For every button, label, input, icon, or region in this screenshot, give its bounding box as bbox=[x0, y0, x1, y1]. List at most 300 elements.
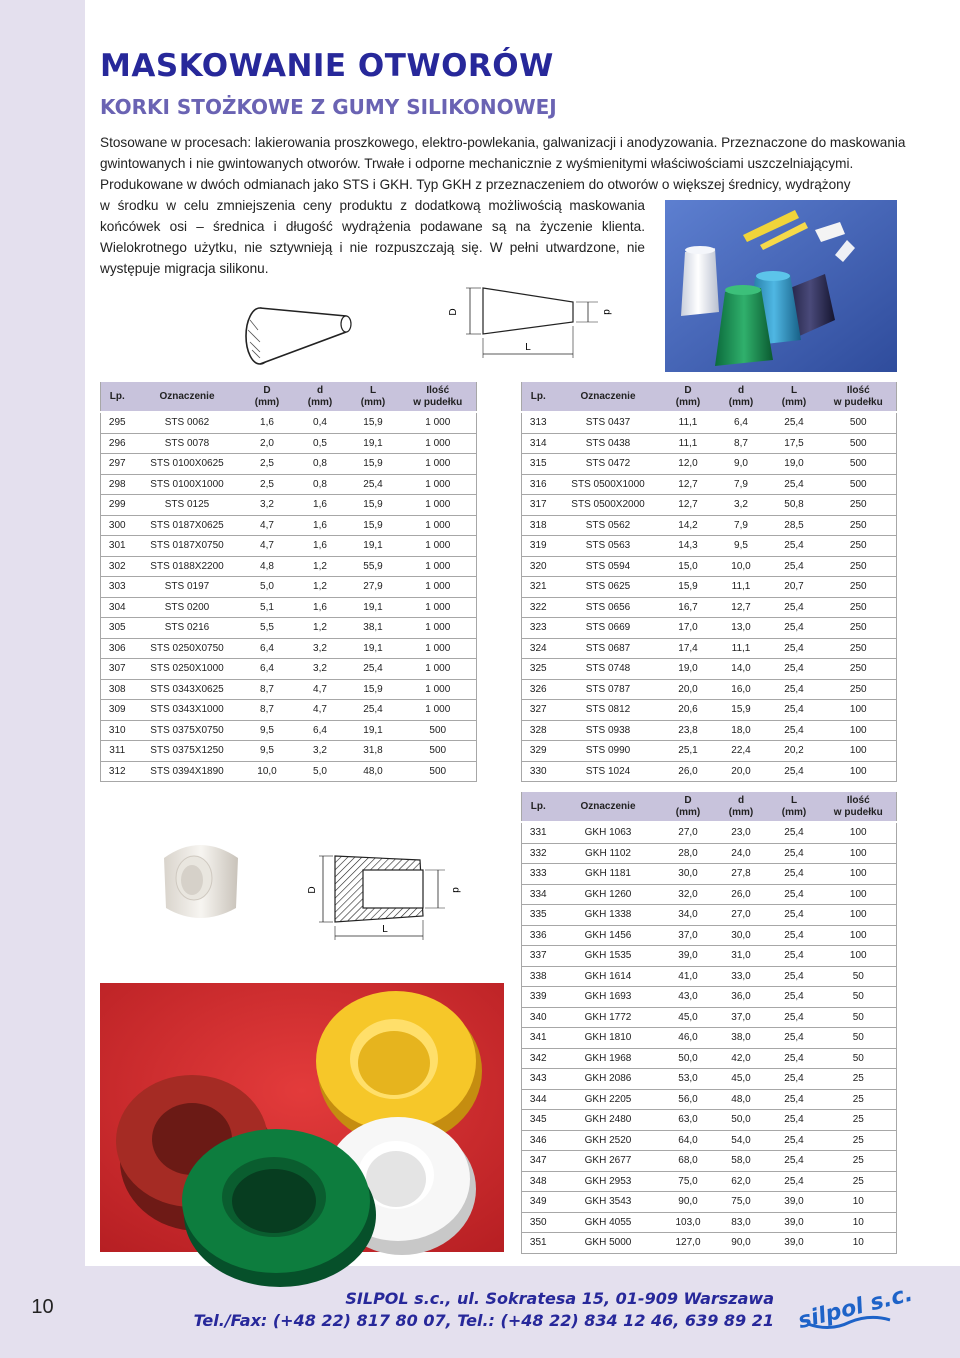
cell-oznaczenie: GKH 1102 bbox=[555, 843, 662, 864]
cell-lp: 349 bbox=[522, 1192, 555, 1213]
table-row bbox=[522, 761, 897, 782]
cell-D: 2,0 bbox=[241, 433, 294, 454]
cell-L: 25,4 bbox=[768, 1007, 821, 1028]
header-D-unit: (mm) bbox=[675, 396, 701, 408]
cell-d: 20,0 bbox=[715, 761, 768, 782]
cell-lp: 317 bbox=[522, 495, 555, 516]
table-row bbox=[101, 618, 477, 639]
table-row bbox=[522, 577, 897, 598]
cell-lp: 303 bbox=[101, 577, 134, 598]
table-row bbox=[522, 1212, 897, 1233]
cell-D: 17,4 bbox=[662, 638, 715, 659]
table-header-row bbox=[522, 792, 897, 822]
cell-ilosc: 250 bbox=[821, 638, 897, 659]
table-row bbox=[522, 946, 897, 967]
cell-L: 31,8 bbox=[347, 741, 400, 762]
table-row bbox=[522, 454, 897, 475]
cell-D: 68,0 bbox=[662, 1151, 715, 1172]
cell-D: 2,5 bbox=[241, 454, 294, 475]
cell-ilosc: 100 bbox=[821, 864, 897, 885]
cell-ilosc: 1 000 bbox=[400, 474, 477, 495]
cell-d: 4,7 bbox=[294, 700, 347, 721]
cell-d: 12,7 bbox=[715, 597, 768, 618]
cell-L: 19,1 bbox=[347, 638, 400, 659]
cell-L: 15,9 bbox=[347, 412, 400, 433]
cell-L: 25,4 bbox=[768, 720, 821, 741]
cell-oznaczenie: STS 0188X2200 bbox=[134, 556, 241, 577]
table-row bbox=[522, 1007, 897, 1028]
cell-L: 15,9 bbox=[347, 679, 400, 700]
cell-oznaczenie: GKH 1968 bbox=[555, 1048, 662, 1069]
table-row bbox=[101, 433, 477, 454]
cell-d: 9,5 bbox=[715, 536, 768, 557]
cell-L: 25,4 bbox=[768, 987, 821, 1008]
company-contact bbox=[194, 1288, 774, 1332]
cell-ilosc: 50 bbox=[821, 1048, 897, 1069]
header-D-unit: (mm) bbox=[254, 396, 280, 408]
cell-ilosc: 500 bbox=[400, 720, 477, 741]
cell-L: 17,5 bbox=[768, 433, 821, 454]
cell-L: 25,4 bbox=[768, 659, 821, 680]
cell-oznaczenie: STS 0562 bbox=[555, 515, 662, 536]
cell-L: 28,5 bbox=[768, 515, 821, 536]
cell-lp: 301 bbox=[101, 536, 134, 557]
cell-L: 25,4 bbox=[768, 1048, 821, 1069]
cell-lp: 331 bbox=[522, 822, 555, 843]
cell-lp: 325 bbox=[522, 659, 555, 680]
cell-lp: 311 bbox=[101, 741, 134, 762]
cell-D: 9,5 bbox=[241, 741, 294, 762]
table-row bbox=[101, 761, 477, 782]
cell-oznaczenie: STS 0656 bbox=[555, 597, 662, 618]
header-d bbox=[715, 382, 768, 412]
cell-D: 103,0 bbox=[662, 1212, 715, 1233]
cell-d: 42,0 bbox=[715, 1048, 768, 1069]
cell-oznaczenie: GKH 2677 bbox=[555, 1151, 662, 1172]
cell-lp: 334 bbox=[522, 884, 555, 905]
cell-d: 54,0 bbox=[715, 1130, 768, 1151]
cell-ilosc: 50 bbox=[821, 1007, 897, 1028]
cell-D: 25,1 bbox=[662, 741, 715, 762]
cell-L: 15,9 bbox=[347, 515, 400, 536]
cell-L: 19,0 bbox=[768, 454, 821, 475]
cell-oznaczenie: STS 0687 bbox=[555, 638, 662, 659]
cell-lp: 340 bbox=[522, 1007, 555, 1028]
cell-D: 27,0 bbox=[662, 822, 715, 843]
cell-d: 11,1 bbox=[715, 638, 768, 659]
header-L-label: L bbox=[369, 384, 377, 396]
header-D-unit: (mm) bbox=[675, 806, 701, 818]
cell-L: 39,0 bbox=[768, 1212, 821, 1233]
cell-L: 19,1 bbox=[347, 536, 400, 557]
cell-L: 20,2 bbox=[768, 741, 821, 762]
cell-lp: 305 bbox=[101, 618, 134, 639]
header-L-unit: (mm) bbox=[781, 806, 807, 818]
header-L bbox=[768, 382, 821, 412]
cell-D: 5,1 bbox=[241, 597, 294, 618]
section-label-L: L bbox=[382, 924, 388, 935]
conical-plugs-photo bbox=[665, 200, 897, 372]
cell-d: 0,8 bbox=[294, 454, 347, 475]
header-ilosc-sub: w pudełku bbox=[413, 396, 463, 408]
cell-lp: 306 bbox=[101, 638, 134, 659]
cell-D: 20,0 bbox=[662, 679, 715, 700]
cell-L: 27,9 bbox=[347, 577, 400, 598]
cell-d: 30,0 bbox=[715, 925, 768, 946]
cell-lp: 329 bbox=[522, 741, 555, 762]
cell-ilosc: 1 000 bbox=[400, 659, 477, 680]
page-subtitle: KORKI STOŻKOWE Z GUMY SILIKONOWEJ bbox=[100, 95, 557, 119]
cell-D: 37,0 bbox=[662, 925, 715, 946]
cell-oznaczenie: STS 0938 bbox=[555, 720, 662, 741]
cell-D: 1,6 bbox=[241, 412, 294, 433]
header-L-label: L bbox=[790, 384, 798, 396]
header-D-label: D bbox=[684, 794, 692, 806]
cell-d: 22,4 bbox=[715, 741, 768, 762]
company-phones: Tel./Fax: (+48 22) 817 80 07, Tel.: (+48 22) 834 12 46, 639 89 21 bbox=[193, 1311, 774, 1330]
cell-oznaczenie: GKH 1614 bbox=[555, 966, 662, 987]
cell-ilosc: 1 000 bbox=[400, 515, 477, 536]
cell-L: 25,4 bbox=[768, 946, 821, 967]
cell-L: 39,0 bbox=[768, 1192, 821, 1213]
table-row bbox=[101, 556, 477, 577]
cell-lp: 348 bbox=[522, 1171, 555, 1192]
cell-L: 25,4 bbox=[768, 556, 821, 577]
cell-ilosc: 500 bbox=[821, 433, 897, 454]
cell-L: 15,9 bbox=[347, 495, 400, 516]
page-number: 10 bbox=[31, 1296, 54, 1318]
table-row bbox=[522, 864, 897, 885]
header-L bbox=[768, 792, 821, 822]
page-title: MASKOWANIE OTWORÓW bbox=[100, 48, 554, 84]
table-row bbox=[522, 1069, 897, 1090]
cell-D: 19,0 bbox=[662, 659, 715, 680]
cell-d: 3,2 bbox=[294, 659, 347, 680]
cell-lp: 297 bbox=[101, 454, 134, 475]
cell-lp: 295 bbox=[101, 412, 134, 433]
cell-ilosc: 25 bbox=[821, 1151, 897, 1172]
cell-d: 18,0 bbox=[715, 720, 768, 741]
cell-oznaczenie: STS 0216 bbox=[134, 618, 241, 639]
cell-ilosc: 100 bbox=[821, 843, 897, 864]
cell-lp: 343 bbox=[522, 1069, 555, 1090]
cell-oznaczenie: GKH 1260 bbox=[555, 884, 662, 905]
diagram-label-D: D bbox=[448, 308, 459, 316]
cell-ilosc: 250 bbox=[821, 679, 897, 700]
cell-d: 1,6 bbox=[294, 515, 347, 536]
cell-D: 15,9 bbox=[662, 577, 715, 598]
cell-D: 4,7 bbox=[241, 515, 294, 536]
gkh-table bbox=[521, 792, 897, 1254]
cell-D: 3,2 bbox=[241, 495, 294, 516]
table-row bbox=[522, 925, 897, 946]
table-row bbox=[522, 1151, 897, 1172]
cell-oznaczenie: GKH 2205 bbox=[555, 1089, 662, 1110]
cell-d: 8,7 bbox=[715, 433, 768, 454]
cell-ilosc: 1 000 bbox=[400, 495, 477, 516]
cell-L: 25,4 bbox=[768, 638, 821, 659]
cell-ilosc: 50 bbox=[821, 1028, 897, 1049]
cell-d: 26,0 bbox=[715, 884, 768, 905]
header-d-label: d bbox=[737, 384, 745, 396]
cell-ilosc: 250 bbox=[821, 556, 897, 577]
cell-oznaczenie: STS 0437 bbox=[555, 412, 662, 433]
cell-D: 90,0 bbox=[662, 1192, 715, 1213]
cell-oznaczenie: STS 0197 bbox=[134, 577, 241, 598]
cell-lp: 332 bbox=[522, 843, 555, 864]
cell-D: 14,2 bbox=[662, 515, 715, 536]
table-header-row bbox=[101, 382, 477, 412]
cell-ilosc: 25 bbox=[821, 1089, 897, 1110]
cell-d: 0,4 bbox=[294, 412, 347, 433]
table-row bbox=[522, 1192, 897, 1213]
cell-ilosc: 500 bbox=[400, 761, 477, 782]
cell-L: 25,4 bbox=[768, 536, 821, 557]
table-row bbox=[522, 433, 897, 454]
table-row bbox=[522, 966, 897, 987]
cell-ilosc: 250 bbox=[821, 536, 897, 557]
cell-oznaczenie: STS 0563 bbox=[555, 536, 662, 557]
table-row bbox=[101, 638, 477, 659]
cell-L: 25,4 bbox=[768, 474, 821, 495]
cell-oznaczenie: STS 0250X0750 bbox=[134, 638, 241, 659]
cell-lp: 318 bbox=[522, 515, 555, 536]
header-L-unit: (mm) bbox=[360, 396, 386, 408]
header-d-unit: (mm) bbox=[728, 396, 754, 408]
cell-lp: 302 bbox=[101, 556, 134, 577]
cell-d: 7,9 bbox=[715, 474, 768, 495]
cell-ilosc: 1 000 bbox=[400, 556, 477, 577]
cell-d: 3,2 bbox=[294, 741, 347, 762]
table-row bbox=[522, 1110, 897, 1131]
cell-lp: 319 bbox=[522, 536, 555, 557]
cell-lp: 336 bbox=[522, 925, 555, 946]
cell-d: 1,2 bbox=[294, 577, 347, 598]
table-row bbox=[522, 1130, 897, 1151]
cell-D: 8,7 bbox=[241, 700, 294, 721]
cell-L: 19,1 bbox=[347, 597, 400, 618]
cell-ilosc: 1 000 bbox=[400, 433, 477, 454]
cell-d: 5,0 bbox=[294, 761, 347, 782]
table-row bbox=[101, 536, 477, 557]
header-ilosc bbox=[821, 382, 897, 412]
cell-L: 25,4 bbox=[768, 597, 821, 618]
description-line-1: Stosowane w procesach: lakierowania proszkowego, elektro-powlekania, galwanizacji i anodyzowania. Przeznaczone do maskowania bbox=[100, 135, 906, 150]
cell-oznaczenie: GKH 1535 bbox=[555, 946, 662, 967]
cell-L: 25,4 bbox=[768, 1089, 821, 1110]
cell-d: 50,0 bbox=[715, 1110, 768, 1131]
table-row bbox=[522, 536, 897, 557]
cell-ilosc: 250 bbox=[821, 495, 897, 516]
cell-L: 25,4 bbox=[347, 659, 400, 680]
cell-ilosc: 100 bbox=[821, 720, 897, 741]
cell-oznaczenie: GKH 1063 bbox=[555, 822, 662, 843]
cell-oznaczenie: STS 0625 bbox=[555, 577, 662, 598]
cell-d: 0,5 bbox=[294, 433, 347, 454]
cell-lp: 328 bbox=[522, 720, 555, 741]
cell-lp: 341 bbox=[522, 1028, 555, 1049]
cone-dimension-diagram bbox=[448, 282, 613, 362]
cell-lp: 327 bbox=[522, 700, 555, 721]
table-row bbox=[101, 515, 477, 536]
colored-plugs-photo bbox=[100, 983, 504, 1252]
cell-d: 90,0 bbox=[715, 1233, 768, 1254]
cell-oznaczenie: STS 0787 bbox=[555, 679, 662, 700]
cell-lp: 307 bbox=[101, 659, 134, 680]
cell-lp: 346 bbox=[522, 1130, 555, 1151]
cell-d: 27,8 bbox=[715, 864, 768, 885]
cell-oznaczenie: STS 0812 bbox=[555, 700, 662, 721]
cell-L: 25,4 bbox=[768, 1130, 821, 1151]
cell-lp: 312 bbox=[101, 761, 134, 782]
cell-L: 25,4 bbox=[768, 1069, 821, 1090]
cell-D: 8,7 bbox=[241, 679, 294, 700]
cell-L: 25,4 bbox=[768, 925, 821, 946]
cell-oznaczenie: STS 0594 bbox=[555, 556, 662, 577]
cell-L: 25,4 bbox=[768, 966, 821, 987]
header-D bbox=[662, 382, 715, 412]
cell-d: 1,6 bbox=[294, 495, 347, 516]
cell-D: 15,0 bbox=[662, 556, 715, 577]
cell-lp: 323 bbox=[522, 618, 555, 639]
diagram-label-L: L bbox=[525, 342, 531, 353]
sts-table-right bbox=[521, 382, 897, 782]
cell-L: 20,7 bbox=[768, 577, 821, 598]
cell-L: 25,4 bbox=[347, 700, 400, 721]
header-ilosc bbox=[821, 792, 897, 822]
cell-D: 6,4 bbox=[241, 638, 294, 659]
cell-D: 34,0 bbox=[662, 905, 715, 926]
cell-L: 25,4 bbox=[768, 1028, 821, 1049]
table-header-row bbox=[522, 382, 897, 412]
cell-D: 30,0 bbox=[662, 864, 715, 885]
cell-oznaczenie: STS 0187X0750 bbox=[134, 536, 241, 557]
header-lp: Lp. bbox=[522, 382, 555, 412]
cell-oznaczenie: STS 0500X2000 bbox=[555, 495, 662, 516]
cell-oznaczenie: STS 0343X1000 bbox=[134, 700, 241, 721]
table-row bbox=[522, 1089, 897, 1110]
cell-lp: 308 bbox=[101, 679, 134, 700]
cell-ilosc: 25 bbox=[821, 1069, 897, 1090]
cell-oznaczenie: GKH 1693 bbox=[555, 987, 662, 1008]
cell-D: 5,0 bbox=[241, 577, 294, 598]
cell-lp: 315 bbox=[522, 454, 555, 475]
table-row bbox=[522, 515, 897, 536]
cell-lp: 344 bbox=[522, 1089, 555, 1110]
cell-ilosc: 50 bbox=[821, 966, 897, 987]
hollow-plug-photo bbox=[160, 828, 242, 926]
cell-ilosc: 10 bbox=[821, 1233, 897, 1254]
cell-L: 39,0 bbox=[768, 1233, 821, 1254]
cell-D: 50,0 bbox=[662, 1048, 715, 1069]
cell-d: 16,0 bbox=[715, 679, 768, 700]
cell-lp: 298 bbox=[101, 474, 134, 495]
cell-L: 15,9 bbox=[347, 454, 400, 475]
cell-ilosc: 250 bbox=[821, 618, 897, 639]
cell-d: 1,6 bbox=[294, 597, 347, 618]
cell-D: 64,0 bbox=[662, 1130, 715, 1151]
description-line-2: gwintowanych i nie gwintowanych otworów. Trwałe i odporne mechanicznie z wyśmienitymi właściwościami uszczelniającymi. bbox=[100, 156, 854, 171]
cell-ilosc: 100 bbox=[821, 741, 897, 762]
cell-d: 7,9 bbox=[715, 515, 768, 536]
cell-D: 46,0 bbox=[662, 1028, 715, 1049]
cell-lp: 296 bbox=[101, 433, 134, 454]
cell-ilosc: 250 bbox=[821, 597, 897, 618]
cell-D: 5,5 bbox=[241, 618, 294, 639]
silpol-logo-text: silpol s.c. bbox=[795, 1281, 916, 1335]
cell-lp: 337 bbox=[522, 946, 555, 967]
cell-D: 39,0 bbox=[662, 946, 715, 967]
cell-ilosc: 25 bbox=[821, 1171, 897, 1192]
table-row bbox=[101, 412, 477, 433]
cell-oznaczenie: STS 0078 bbox=[134, 433, 241, 454]
cell-d: 31,0 bbox=[715, 946, 768, 967]
cell-D: 11,1 bbox=[662, 433, 715, 454]
table-row bbox=[522, 1048, 897, 1069]
cell-oznaczenie: STS 0669 bbox=[555, 618, 662, 639]
cell-oznaczenie: GKH 3543 bbox=[555, 1192, 662, 1213]
cell-ilosc: 500 bbox=[821, 412, 897, 433]
cell-D: 17,0 bbox=[662, 618, 715, 639]
table-row bbox=[522, 1233, 897, 1254]
header-ilosc-label: Ilość bbox=[426, 384, 450, 396]
cell-d: 1,6 bbox=[294, 536, 347, 557]
cell-lp: 299 bbox=[101, 495, 134, 516]
cell-D: 43,0 bbox=[662, 987, 715, 1008]
cell-lp: 304 bbox=[101, 597, 134, 618]
table-row bbox=[522, 822, 897, 843]
hollow-plug-section-diagram bbox=[305, 850, 470, 940]
cell-oznaczenie: GKH 5000 bbox=[555, 1233, 662, 1254]
cell-D: 12,0 bbox=[662, 454, 715, 475]
cell-D: 26,0 bbox=[662, 761, 715, 782]
header-ilosc-label: Ilość bbox=[846, 794, 870, 806]
cell-d: 14,0 bbox=[715, 659, 768, 680]
cell-lp: 339 bbox=[522, 987, 555, 1008]
table-row bbox=[522, 597, 897, 618]
cell-lp: 309 bbox=[101, 700, 134, 721]
cell-D: 63,0 bbox=[662, 1110, 715, 1131]
table-row bbox=[522, 659, 897, 680]
cell-d: 58,0 bbox=[715, 1151, 768, 1172]
cell-D: 23,8 bbox=[662, 720, 715, 741]
header-d-label: d bbox=[316, 384, 324, 396]
cell-lp: 333 bbox=[522, 864, 555, 885]
cell-D: 20,6 bbox=[662, 700, 715, 721]
cell-ilosc: 100 bbox=[821, 946, 897, 967]
cell-oznaczenie: GKH 4055 bbox=[555, 1212, 662, 1233]
cell-L: 19,1 bbox=[347, 720, 400, 741]
silpol-logo bbox=[790, 1276, 916, 1336]
table-row bbox=[101, 700, 477, 721]
cell-D: 2,5 bbox=[241, 474, 294, 495]
cell-oznaczenie: GKH 1338 bbox=[555, 905, 662, 926]
cell-L: 25,4 bbox=[768, 843, 821, 864]
cell-L: 25,4 bbox=[768, 822, 821, 843]
cell-ilosc: 1 000 bbox=[400, 412, 477, 433]
cell-D: 53,0 bbox=[662, 1069, 715, 1090]
cell-D: 32,0 bbox=[662, 884, 715, 905]
cell-L: 25,4 bbox=[768, 1171, 821, 1192]
cell-ilosc: 1 000 bbox=[400, 679, 477, 700]
cell-D: 6,4 bbox=[241, 659, 294, 680]
cell-lp: 342 bbox=[522, 1048, 555, 1069]
cell-d: 3,2 bbox=[715, 495, 768, 516]
company-address: SILPOL s.c., ul. Sokratesa 15, 01-909 Warszawa bbox=[345, 1289, 774, 1308]
cell-oznaczenie: STS 0062 bbox=[134, 412, 241, 433]
cell-oznaczenie: STS 0100X0625 bbox=[134, 454, 241, 475]
header-D-label: D bbox=[263, 384, 271, 396]
